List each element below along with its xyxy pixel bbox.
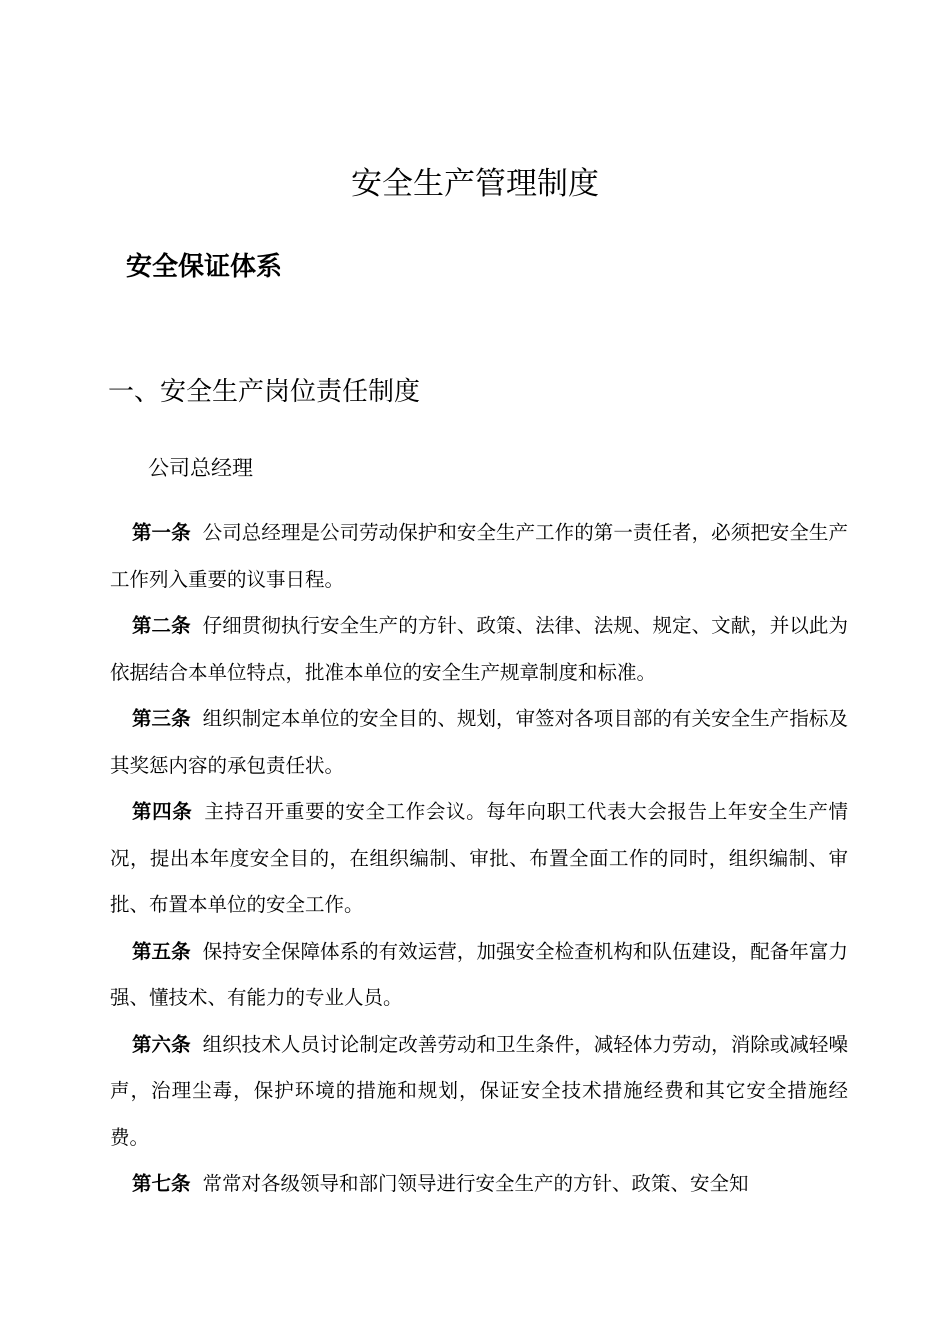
article-text: 仔细贯彻执行安全生产的方针、政策、法律、法规、规定、文献，并以此为依据结合本单位特点，批准本单位的安全生产规章制度和标准。 — [110, 614, 848, 684]
article-number: 第一条 — [132, 521, 191, 544]
article-number: 第二条 — [132, 614, 191, 637]
article-2 — [110, 603, 848, 696]
article-text: 公司总经理是公司劳动保护和安全生产工作的第一责任者，必须把安全生产工作列入重要的议事日程。 — [110, 521, 848, 591]
article-text: 组织技术人员讨论制定改善劳动和卫生条件，减轻体力劳动，消除或减轻噪声，治理尘毒，保护环境的措施和规划，保证安全技术措施经费和其它安全措施经费。 — [110, 1032, 848, 1149]
article-number: 第七条 — [132, 1172, 191, 1195]
article-6 — [110, 1022, 848, 1162]
chapter-title: 一、安全生产岗位责任制度 — [108, 377, 421, 407]
article-5 — [110, 929, 848, 1022]
article-7 — [110, 1161, 848, 1208]
article-number: 第三条 — [132, 707, 191, 730]
article-1 — [110, 510, 848, 603]
article-3 — [110, 696, 848, 789]
article-text: 保持安全保障体系的有效运营，加强安全检查机构和队伍建设，配备年富力强、懂技术、有能力的专业人员。 — [110, 939, 848, 1009]
document-title: 安全生产管理制度 — [351, 166, 599, 202]
article-list — [110, 510, 848, 1208]
article-number: 第五条 — [132, 939, 191, 963]
article-number: 第四条 — [132, 800, 193, 823]
section-title: 安全保证体系 — [126, 252, 283, 282]
article-number: 第六条 — [132, 1032, 191, 1056]
article-text: 主持召开重要的安全工作会议。每年向职工代表大会报告上年安全生产情况，提出本年度安全目的，在组织编制、审批、布置全面工作的同时，组织编制、审批、布置本单位的安全工作。 — [110, 800, 848, 916]
article-text: 常常对各级领导和部门领导进行安全生产的方针、政策、安全知 — [202, 1172, 749, 1195]
article-text: 组织制定本单位的安全目的、规划，审签对各项目部的有关安全生产指标及其奖惩内容的承包责任状。 — [110, 707, 848, 777]
sub-title: 公司总经理 — [148, 456, 253, 480]
article-4 — [110, 789, 848, 929]
